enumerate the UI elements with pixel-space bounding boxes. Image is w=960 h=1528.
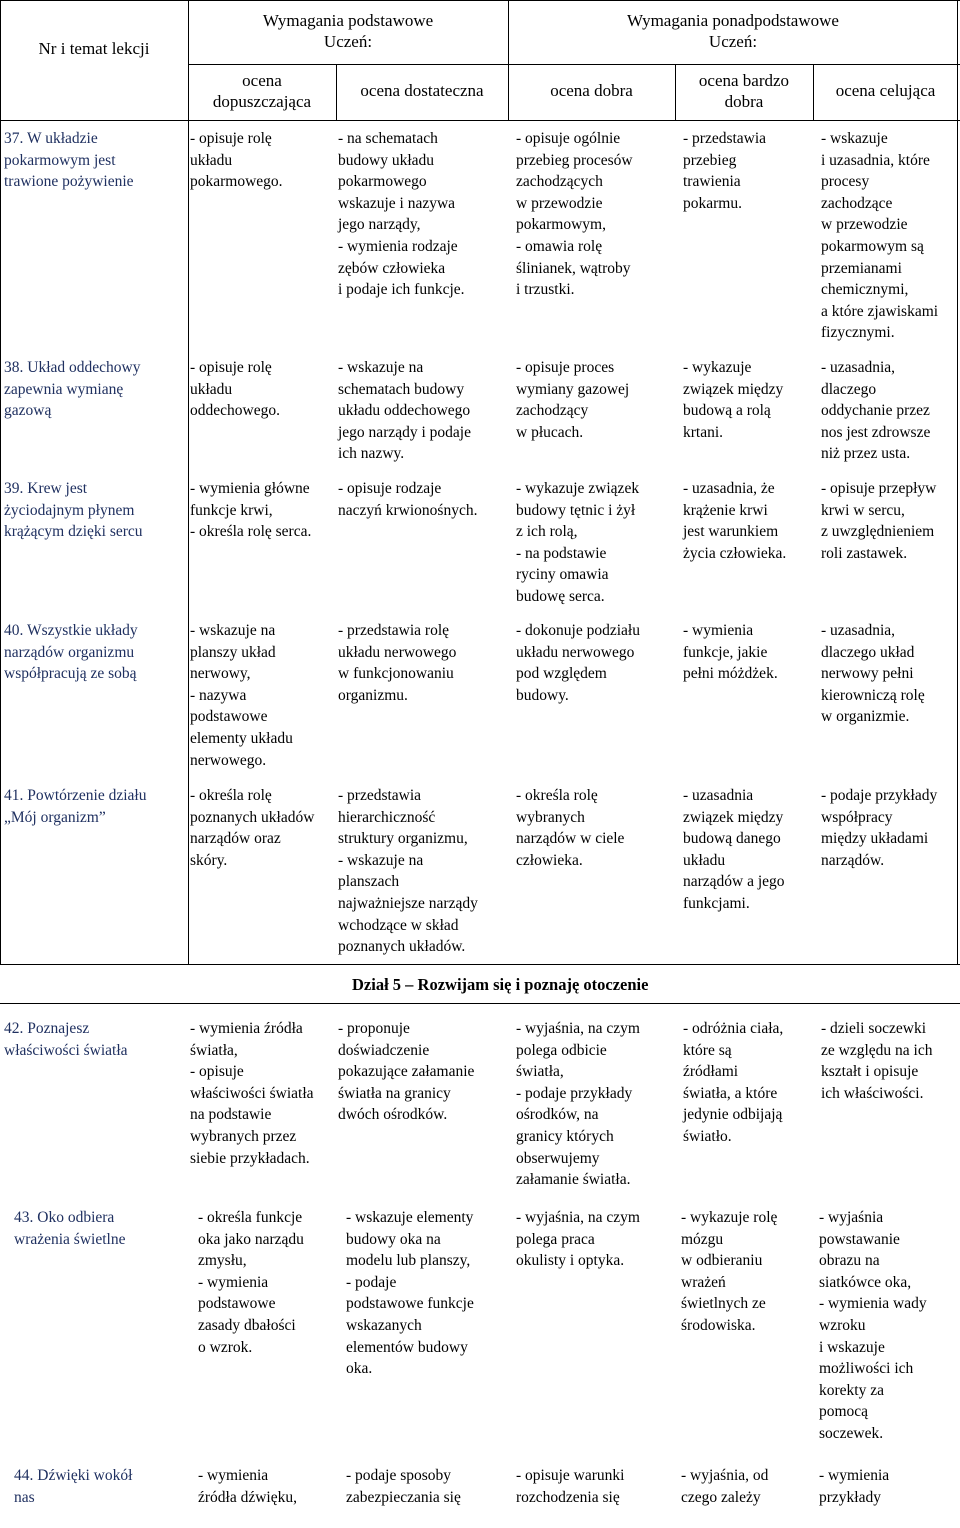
header-grade-2: ocena dostateczna (360, 81, 484, 100)
lesson-43-grade-4: - wykazuje rolę mózgu w odbieraniu wrażeń świetlnych ze środowiska. (681, 1209, 778, 1334)
lesson-42-grade-5: - dzieli soczewki ze względu na ich kształt i opisuje ich właściwości. (821, 1020, 933, 1102)
section-divider-top (0, 964, 960, 965)
lesson-38-topic: 38. Układ oddechowy zapewnia wymianę gazową (4, 359, 141, 420)
col-divider-1 (188, 0, 189, 964)
lesson-41-grade-5: - podaje przykłady współpracy między układami narządów. (821, 787, 938, 869)
section-divider-bottom (0, 1003, 960, 1004)
lesson-41-grade-3: - określa rolę wybranych narządów w ciele człowieka. (516, 787, 625, 869)
lesson-44-topic: 44. Dźwięki wokół nas (14, 1467, 133, 1506)
header-group-divider (188, 64, 960, 65)
lesson-38-grade-4: - wykazuje związek między budową a rolą krtani. (683, 359, 784, 441)
lesson-42-grade-3: - wyjaśnia, na czym polega odbicie światła, - podaje przykłady ośrodków, na granicy których obserwujemy załamanie światła. (516, 1020, 640, 1189)
lesson-41-topic: 41. Powtórzenie działu „Mój organizm” (4, 787, 147, 826)
header-grade-1: ocena dopuszczająca (212, 71, 312, 111)
lesson-43-grade-5: - wyjaśnia powstawanie obrazu na siatkówce oka, - wymienia wady wzroku i wskazuje możliwości ich korekty za pomocą soczewek. (819, 1209, 927, 1442)
lesson-37-grade-3: - opisuje ogólnie przebieg procesów zachodzących w przewodzie pokarmowym, - omawia rolę ślinianek, wątroby i trzustki. (516, 130, 633, 299)
lesson-40-grade-2: - przedstawia rolę układu nerwowego w funkcjonowaniu organizmu. (338, 622, 457, 704)
lesson-38-grade-3: - opisuje proces wymiany gazowej zachodzący w płucach. (516, 359, 630, 441)
header-grade-3: ocena dobra (550, 81, 633, 100)
lesson-41-grade-2: - przedstawia hierarchiczność struktury organizmu, - wskazuje na planszach najważniejsze narządy wchodzące w skład poznanych układów. (338, 787, 478, 956)
lesson-43-topic: 43. Oko odbiera wrażenia świetlne (14, 1209, 126, 1248)
lesson-38-grade-5: - uzasadnia, dlaczego oddychanie przez nos jest zdrowsze niż przez usta. (821, 359, 931, 463)
lesson-42-topic: 42. Poznajesz właściwości światła (4, 1020, 128, 1059)
lesson-39-grade-1: - wymienia główne funkcje krwi, - określa rolę serca. (190, 480, 312, 541)
lesson-43-grade-3: - wyjaśnia, na czym polega praca okulisty i optyka. (516, 1209, 640, 1270)
lesson-44-grade-2: - podaje sposoby zabezpieczania się (346, 1467, 461, 1506)
header-divider (0, 120, 960, 121)
lesson-37-grade-2: - na schematach budowy układu pokarmowego wskazuje i nazywa jego narządy, - wymienia rodzaje zębów człowieka i podaje ich funkcje. (338, 130, 465, 299)
lesson-44-grade-5: - wymienia przykłady (819, 1467, 890, 1506)
lesson-38-grade-2: - wskazuje na schematach budowy układu oddechowego jego narządy i podaje ich nazwy. (338, 359, 471, 463)
lesson-39-grade-2: - opisuje rodzaje naczyń krwionośnych. (338, 480, 478, 519)
lesson-40-grade-5: - uzasadnia, dlaczego układ nerwowy pełni kierowniczą rolę w organizmie. (821, 622, 925, 726)
lesson-39-grade-3: - wykazuje związek budowy tętnic i żył z ich rolą, - na podstawie ryciny omawia budowę serca. (516, 480, 640, 605)
lesson-44-grade-1: - wymienia źródła dźwięku, (198, 1467, 297, 1506)
lesson-40-topic: 40. Wszystkie układy narządów organizmu współpracują ze sobą (4, 622, 138, 683)
table-border-right (957, 0, 958, 964)
header-advanced-group: Wymagania ponadpodstawowe Uczeń: (627, 11, 839, 51)
lesson-39-topic: 39. Krew jest życiodajnym płynem krążącym dzięki sercu (4, 480, 143, 541)
lesson-41-grade-4: - uzasadnia związek między budową danego układu narządów a jego funkcjami. (683, 787, 785, 912)
table-border-top (0, 0, 960, 1)
lesson-44-grade-4: - wyjaśnia, od czego zależy (681, 1467, 769, 1506)
lesson-43-grade-1: - określa funkcje oka jako narządu zmysłu, - wymienia podstawowe zasady dbałości o wzrok. (198, 1209, 304, 1356)
lesson-42-grade-4: - odróżnia ciała, które są źródłami światła, a które jedynie odbijają światło. (683, 1020, 784, 1145)
lesson-43-grade-2: - wskazuje elementy budowy oka na modelu lub planszy, - podaje podstawowe funkcje wskazanych elementów budowy oka. (346, 1209, 474, 1378)
lesson-39-grade-5: - opisuje przepływ krwi w sercu, z uwzględnieniem roli zastawek. (821, 480, 937, 562)
header-lesson: Nr i temat lekcji (38, 39, 150, 58)
lesson-40-grade-1: - wskazuje na planszy układ nerwowy, - nazywa podstawowe elementy układu nerwowego. (190, 622, 293, 769)
lesson-44-grade-3: - opisuje warunki rozchodzenia się (516, 1467, 625, 1506)
lesson-40-grade-3: - dokonuje podziału układu nerwowego pod względem budowy. (516, 622, 640, 704)
lesson-37-grade-1: - opisuje rolę układu pokarmowego. (190, 130, 283, 191)
table-border-left (0, 0, 1, 964)
lesson-42-grade-1: - wymienia źródła światła, - opisuje właściwości światła na podstawie wybranych przez siebie przykładach. (190, 1020, 314, 1167)
lesson-39-grade-4: - uzasadnia, że krążenie krwi jest warunkiem życia człowieka. (683, 480, 787, 562)
lesson-37-grade-5: - wskazuje i uzasadnia, które procesy zachodzące w przewodzie pokarmowym są przemianami chemicznymi, a które zjawiskami fizycznymi. (821, 130, 939, 342)
header-grade-5: ocena celująca (835, 81, 936, 100)
header-grade-4: ocena bardzo dobra (698, 71, 790, 111)
section-title: Dział 5 – Rozwijam się i poznaję otoczenie (352, 975, 649, 994)
lesson-42-grade-2: - proponuje doświadczenie pokazujące załamanie światła na granicy dwóch ośrodków. (338, 1020, 475, 1124)
lesson-37-grade-4: - przedstawia przebieg trawienia pokarmu. (683, 130, 767, 212)
header-basic-group: Wymagania podstawowe Uczeń: (262, 11, 434, 51)
lesson-41-grade-1: - określa rolę poznanych układów narządów oraz skóry. (190, 787, 315, 869)
lesson-38-grade-1: - opisuje rolę układu oddechowego. (190, 359, 280, 420)
lesson-40-grade-4: - wymienia funkcje, jakie pełni móżdżek. (683, 622, 778, 683)
lesson-37-topic: 37. W układzie pokarmowym jest trawione pożywienie (4, 130, 134, 191)
